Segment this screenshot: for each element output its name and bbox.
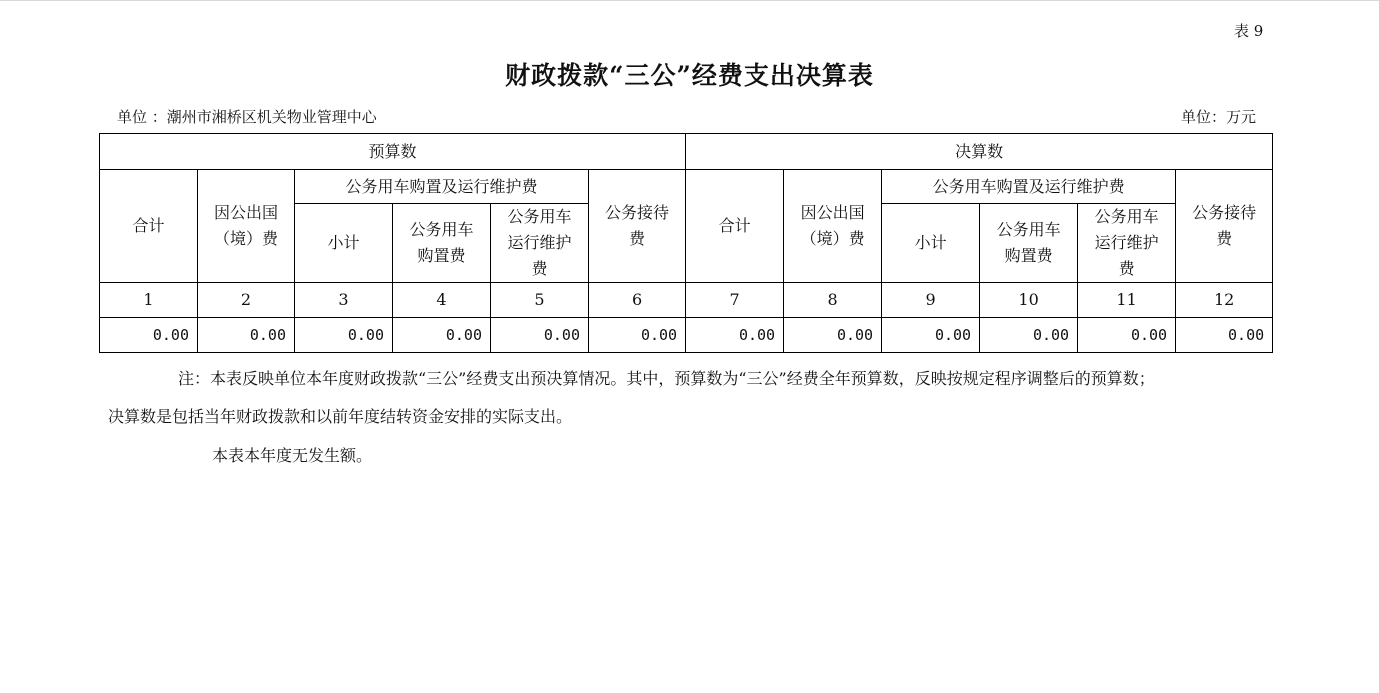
final-abroad-header: 因公出国 （境）费 [784,170,882,283]
final-vehicle-group-header: 公务用车购置及运行维护费 [882,170,1176,204]
note-line-3: 本表本年度无发生额。 [212,446,373,465]
budget-abroad-header: 因公出国 （境）费 [198,170,295,283]
value-cell: 0.00 [1078,318,1176,353]
value-cell: 0.00 [198,318,295,353]
final-purchase-header: 公务用车 购置费 [980,204,1078,283]
index-cell: 10 [980,283,1078,318]
value-cell: 0.00 [686,318,784,353]
index-cell: 4 [393,283,491,318]
budget-vehicle-group-header: 公务用车购置及运行维护费 [295,170,589,204]
table-number: 表 9 [1234,22,1264,40]
value-cell: 0.00 [295,318,393,353]
index-cell: 11 [1078,283,1176,318]
note-line-2: 决算数是包括当年财政拨款和以前年度结转资金安排的实际支出。 [108,407,573,426]
budget-operation-header: 公务用车 运行维护 费 [491,204,589,283]
value-cell: 0.00 [491,318,589,353]
organization-unit: 单位 ：潮州市湘桥区机关物业管理中心 [117,108,377,126]
final-reception-header: 公务接待 费 [1176,170,1273,283]
index-row [100,283,1273,318]
index-cell: 7 [686,283,784,318]
top-divider [0,0,1379,1]
index-cell: 5 [491,283,589,318]
value-cell: 0.00 [393,318,491,353]
currency-unit: 单位：万元 [1181,108,1257,126]
final-total-header: 合计 [686,170,784,283]
page-title: 财政拨款“三公”经费支出决算表 [505,61,874,90]
value-row [100,318,1273,353]
expense-table [99,133,1273,353]
index-cell: 12 [1176,283,1273,318]
budget-group-header: 预算数 [100,134,686,170]
index-cell: 9 [882,283,980,318]
final-operation-header: 公务用车 运行维护 费 [1078,204,1176,283]
value-cell: 0.00 [589,318,686,353]
value-cell: 0.00 [1176,318,1273,353]
final-subtotal-header: 小计 [882,204,980,283]
value-cell: 0.00 [882,318,980,353]
value-cell: 0.00 [100,318,198,353]
budget-subtotal-header: 小计 [295,204,393,283]
index-cell: 6 [589,283,686,318]
budget-reception-header: 公务接待 费 [589,170,686,283]
value-cell: 0.00 [980,318,1078,353]
index-cell: 1 [100,283,198,318]
index-cell: 2 [198,283,295,318]
budget-total-header: 合计 [100,170,198,283]
budget-purchase-header: 公务用车 购置费 [393,204,491,283]
final-group-header: 决算数 [686,134,1273,170]
value-cell: 0.00 [784,318,882,353]
index-cell: 8 [784,283,882,318]
index-cell: 3 [295,283,393,318]
note-line-1: 注：本表反映单位本年度财政拨款“三公”经费支出预决算情况。其中，预算数为“三公”经费全年预算数，反映按规定程序调整后的预算数； [178,369,1155,388]
